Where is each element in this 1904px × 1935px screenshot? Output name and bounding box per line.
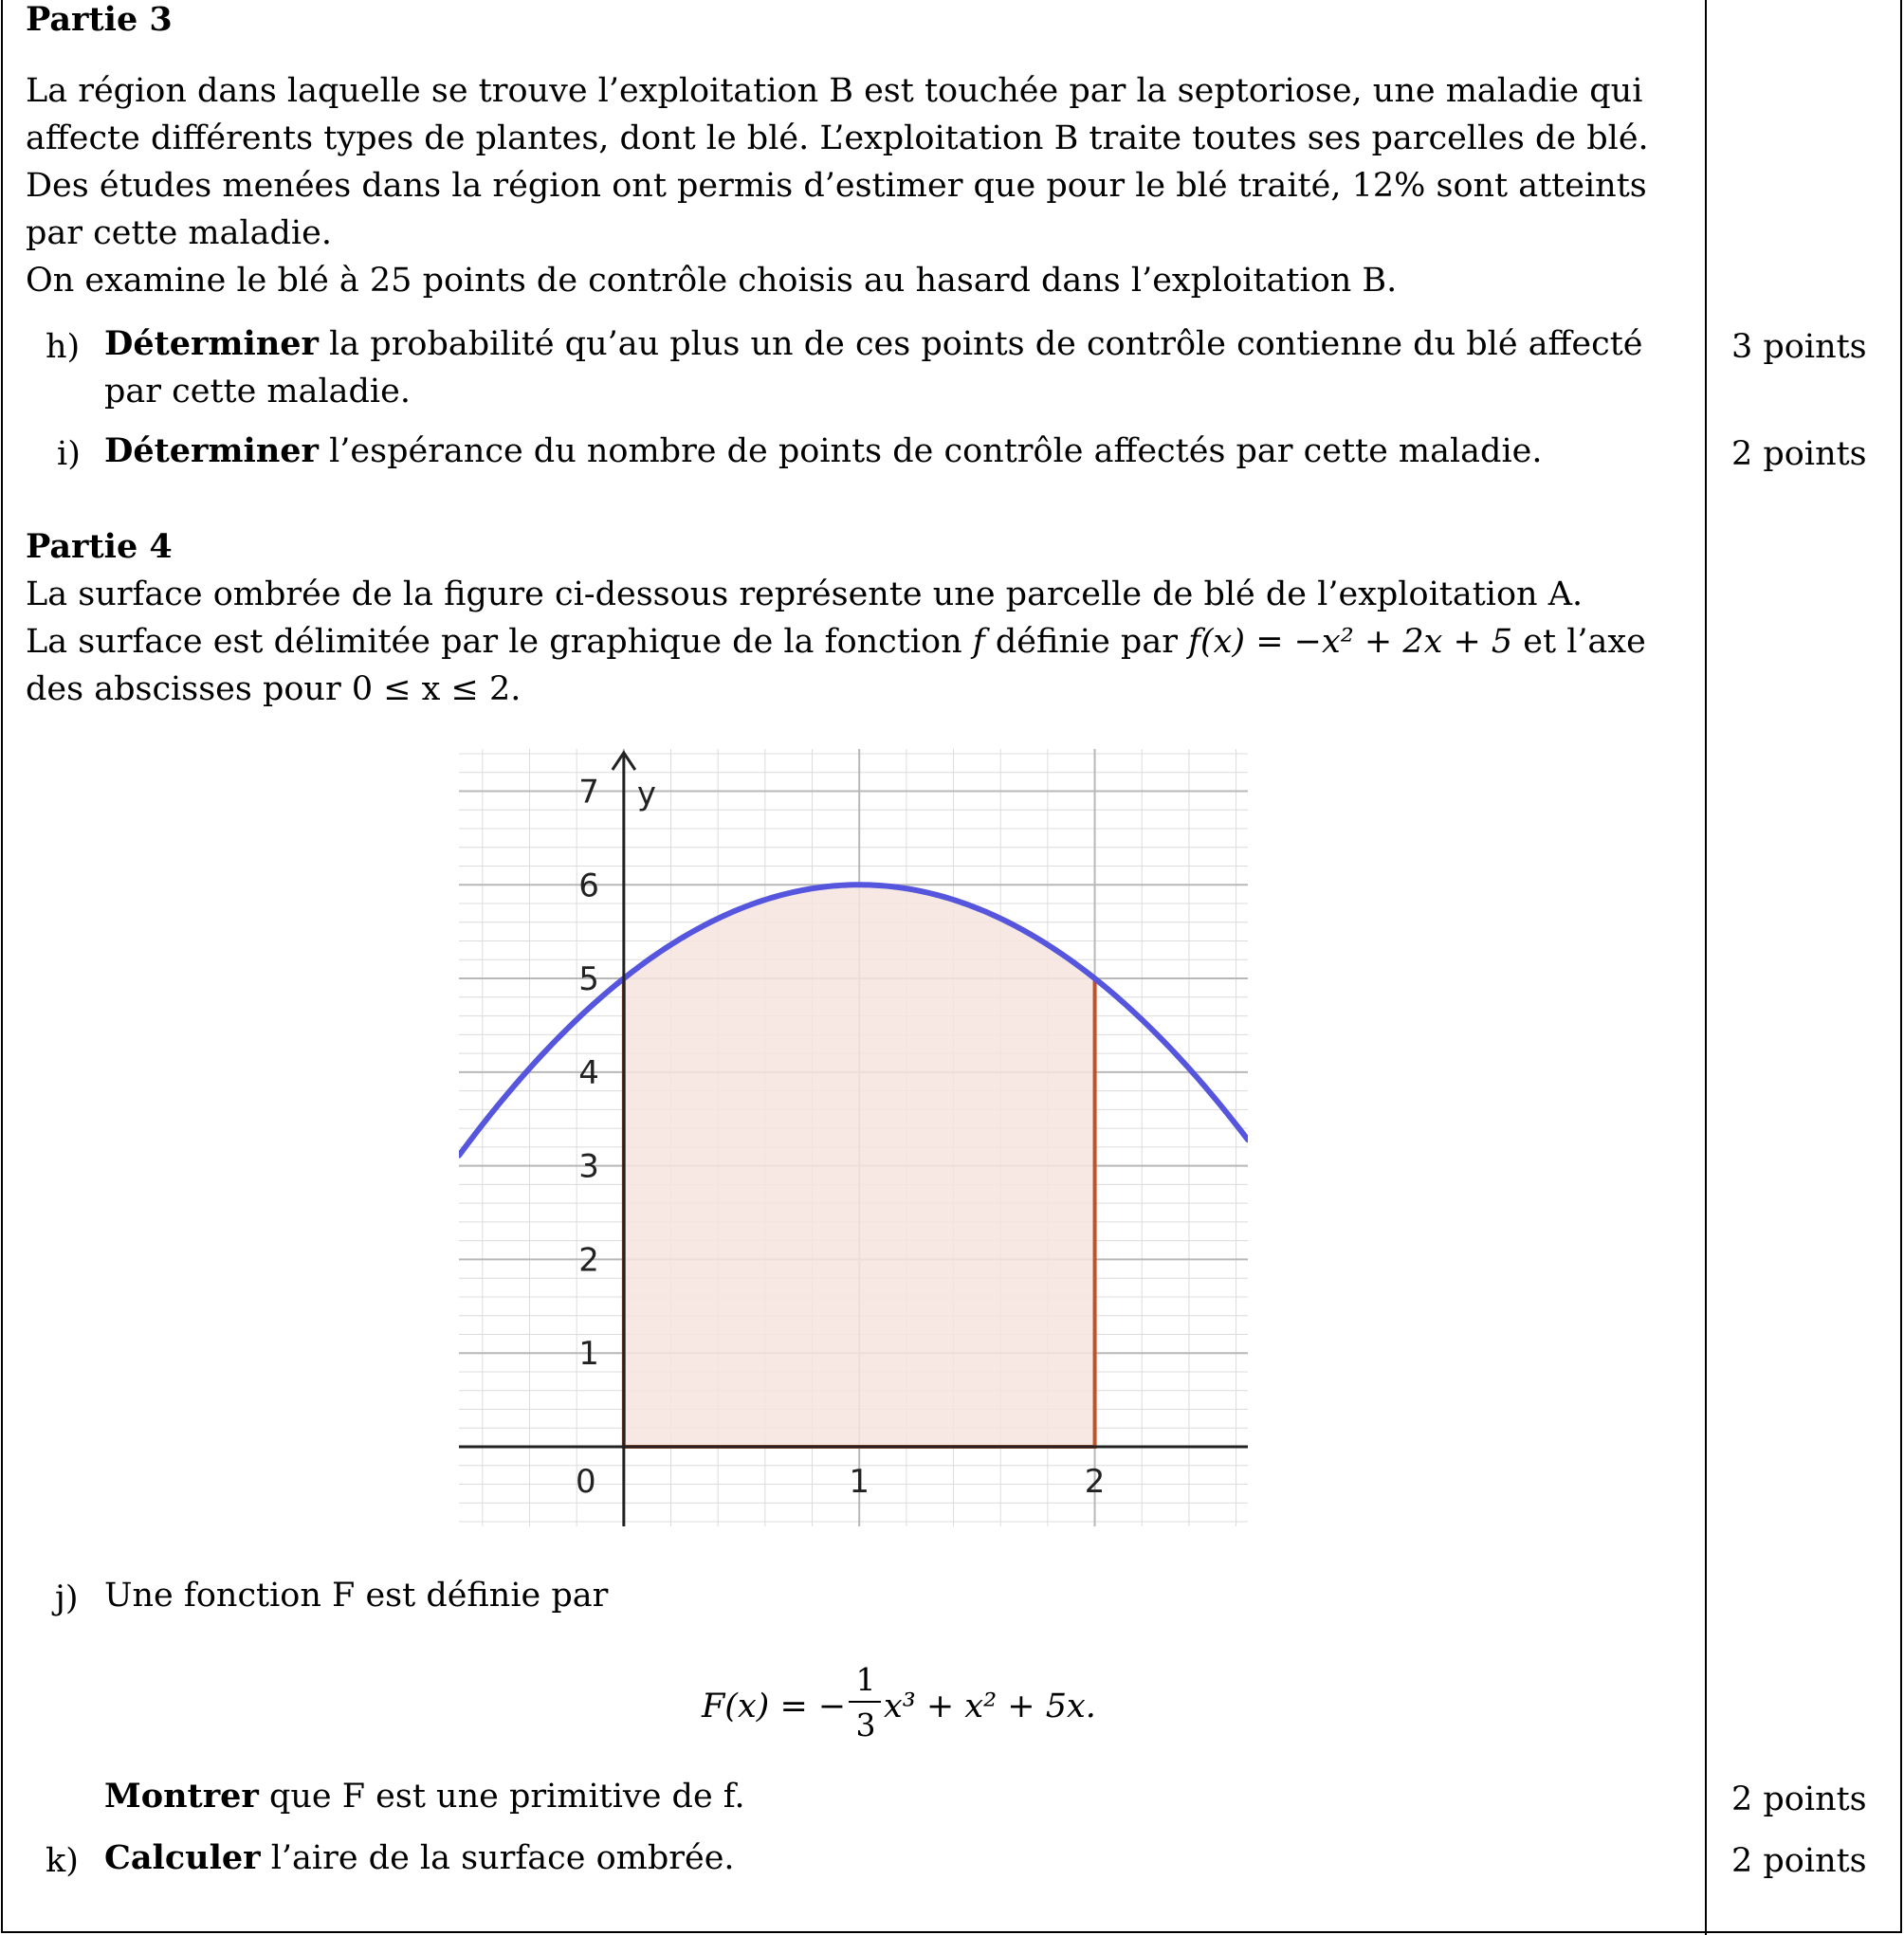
partie3-heading: Partie 3 — [26, 0, 173, 39]
partie3-line-1: La région dans laquelle se trouve l’exploitation B est touchée par la septoriose, une maladie qui — [26, 72, 1643, 110]
formula-rhs: x³ + x² + 5x. — [884, 1688, 1096, 1725]
primitive-formula — [702, 1661, 1100, 1765]
question-h-label: h) — [46, 328, 81, 366]
y-axis-label: y — [636, 775, 656, 813]
question-j-label: j) — [55, 1579, 79, 1617]
y-tick-label: 2 — [578, 1241, 599, 1280]
question-i-points: 2 points — [1731, 435, 1867, 473]
y-tick-label: 5 — [578, 960, 599, 999]
question-j-text: Une fonction F est définie par — [104, 1577, 609, 1615]
question-j-instruction-text: que F est une primitive de f. — [258, 1778, 745, 1816]
fraction-denominator: 3 — [855, 1707, 876, 1743]
question-k-points: 2 points — [1731, 1842, 1867, 1880]
question-j-instruction — [104, 1773, 745, 1820]
question-i-label: i) — [57, 435, 81, 473]
y-tick-label: 3 — [578, 1147, 599, 1186]
partie3-line-3: Des études menées dans la région ont permis d’estimer que pour le blé traité, 12% sont atteints — [26, 167, 1647, 205]
question-i-line — [104, 428, 1543, 475]
question-h-points: 3 points — [1731, 328, 1867, 366]
formula-lhs: F(x) = − — [702, 1688, 847, 1725]
question-k-verb: Calculer — [104, 1838, 261, 1877]
question-k-label: k) — [46, 1842, 79, 1880]
question-k-text: l’aire de la surface ombrée. — [260, 1839, 735, 1877]
question-i-verb: Déterminer — [104, 431, 319, 470]
x-tick-label: 1 — [849, 1463, 870, 1502]
question-j-verb: Montrer — [104, 1777, 259, 1816]
partie4-line-2a: La surface est délimitée par le graphique de la fonction — [26, 623, 973, 661]
question-h-line2: par cette maladie. — [104, 373, 411, 411]
shaded-region — [624, 885, 1095, 1447]
question-j-points: 2 points — [1731, 1780, 1867, 1818]
partie4-line-2b: définie par — [984, 623, 1189, 661]
partie3-line-4: par cette maladie. — [26, 214, 332, 252]
points-column-divider — [1705, 0, 1707, 1935]
partie4-line-3: des abscisses pour 0 ≤ x ≤ 2. — [26, 670, 522, 708]
parabola-chart — [459, 749, 1248, 1526]
x-tick-label: 2 — [1084, 1463, 1106, 1502]
partie4-line-2-f: f — [972, 623, 985, 661]
y-tick-label: 7 — [578, 773, 599, 812]
question-h-line1 — [104, 320, 1643, 368]
partie4-function-formula: f(x) = −x² + 2x + 5 — [1188, 623, 1513, 661]
partie4-line-1: La surface ombrée de la figure ci-dessous représente une parcelle de blé de l’exploitation A. — [26, 575, 1584, 613]
partie3-line-5: On examine le blé à 25 points de contrôle choisis au hasard dans l’exploitation B. — [26, 262, 1398, 300]
x-tick-label: 0 — [576, 1463, 596, 1502]
fraction-bar — [849, 1701, 881, 1703]
y-tick-label: 4 — [578, 1053, 599, 1092]
y-tick-label: 6 — [578, 867, 599, 905]
partie3-line-2: affecte différents types de plantes, dont le blé. L’exploitation B traite toutes ses parcelles de blé. — [26, 119, 1649, 157]
y-tick-label: 1 — [578, 1335, 599, 1374]
partie4-line-2c: et l’axe — [1512, 623, 1646, 661]
partie4-heading: Partie 4 — [26, 527, 173, 566]
question-k-line — [104, 1835, 735, 1882]
fraction-numerator: 1 — [855, 1661, 876, 1698]
question-h-text1: la probabilité qu’au plus un de ces points de contrôle contienne du blé affecté — [318, 325, 1643, 363]
question-h-verb: Déterminer — [104, 324, 319, 363]
partie4-line-2 — [26, 623, 1646, 661]
question-i-text: l’espérance du nombre de points de contrôle affectés par cette maladie. — [318, 432, 1543, 470]
